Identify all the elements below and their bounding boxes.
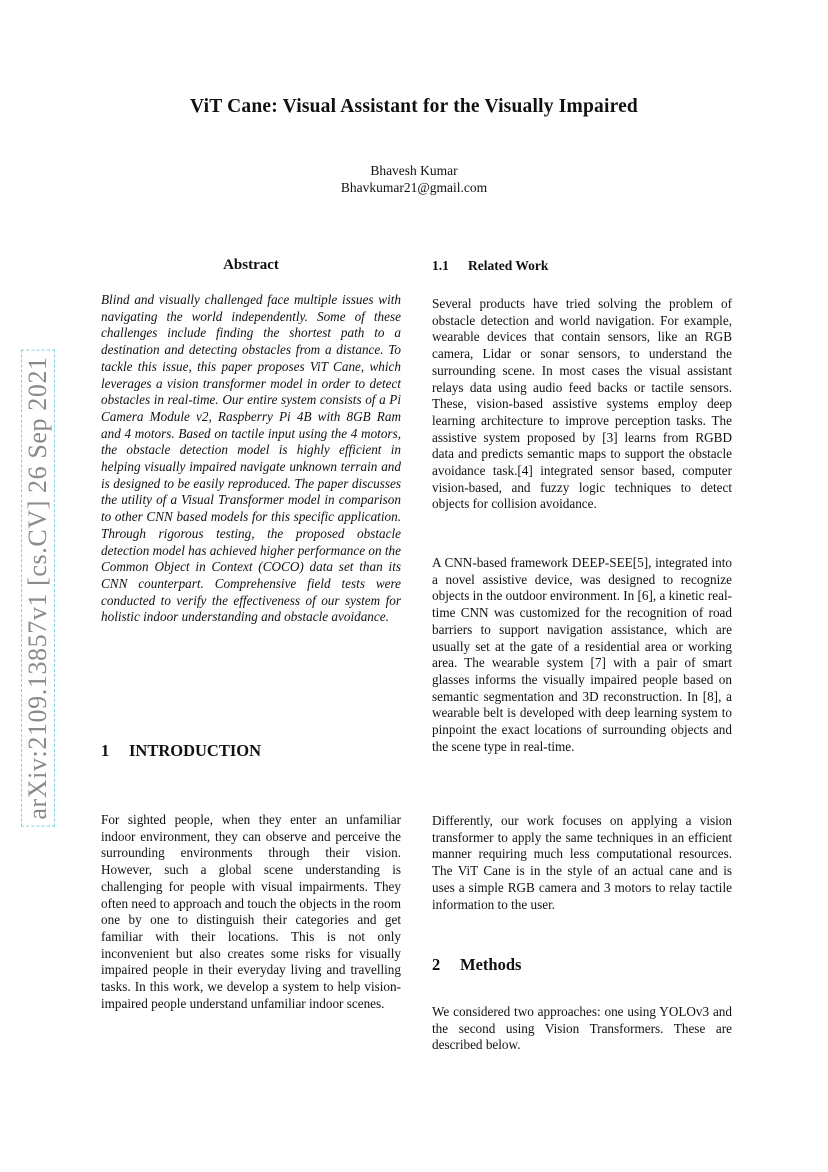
section-number: 2 [432,955,441,974]
author-email: Bhavkumar21@gmail.com [340,180,488,195]
related-work-paragraph-2: A CNN-based framework DEEP-SEE[5], integrated into a novel assistive device, was designed to recognize objects in the outdoor environment. In [6], a kinetic real-time CNN was customized for the recognition of road barriers to support navigation assistance, which are usually set at the gate of a residential area or working area. The wearable system [7] with a pair of smart glasses informs the visually impaired people based on semantic segmentation and 3D reconstruction. In [8], a wearable belt is developed with deep learning system to pinpoint the exact locations of surrounding objects and the scene type in real-time. [432,555,732,754]
paper-title: ViT Cane: Visual Assistant for the Visually Impaired [190,96,638,117]
section-title: Methods [460,955,522,974]
subsection-heading-related-work [432,258,548,274]
subsection-title: Related Work [468,258,549,273]
related-work-paragraph-1: Several products have tried solving the problem of obstacle detection and world navigation. For example, wearable devices that contain sensors, like an RGB camera, Lidar or sonar sensors, to understand the surrounding scene. In most cases the visual assistant relays data using audio feed backs or tactile sensors. These, vision-based assistive systems employ deep learning architecture to improve perception tasks. The assistive system proposed by [3] learns from RGBD data and predicts semantic maps to support the obstacle avoidance task.[4] integrated sensor based, computer vision-based, and fuzzy logic techniques to detect objects for collision avoidance. [432,296,732,512]
methods-paragraph: We considered two approaches: one using YOLOv3 and the second using Vision Transformers. These are described below. [432,1004,732,1053]
introduction-paragraph: For sighted people, when they enter an unfamiliar indoor environment, they can observe and perceive the surrounding environments through their vision. However, such a global scene understanding is challenging for people with visual impairments. They often need to approach and touch the objects in the room one by one to distinguish their categories and get familiar with their locations. This is not only inconvenient but also creates some risks for visually impaired people in their everyday living and travelling tasks. In this work, we develop a system to help vision-impaired people understand unfamiliar indoor scenes. [101,812,401,1011]
author-name: Bhavesh Kumar [370,163,458,178]
subsection-number: 1.1 [432,258,449,273]
section-title: INTRODUCTION [129,741,262,760]
related-work-paragraph-3: Differently, our work focuses on applying a vision transformer to apply the same techniques in an efficient manner requiring much less computational resources. The ViT Cane is in the style of an actual cane and is uses a simple RGB camera and 3 motors to relay tactile information to the user. [432,813,732,912]
abstract-text: Blind and visually challenged face multiple issues with navigating the world independently. Some of these challenges include finding the shortest path to a destination and detecting obstacles from a distance. To tackle this issue, this paper proposes ViT Cane, which leverages a vision transformer model in order to detect obstacles in real-time. Our entire system consists of a Pi Camera Module v2, Raspberry Pi 4B with 8GB Ram and 4 motors. Based on tactile input using the 4 motors, the obstacle detection model is highly efficient in helping visually impaired navigate unknown terrain and is designed to be easily reproduced. The paper discusses the utility of a Visual Transformer model in comparison to other CNN based models for this specific application. Through rigorous testing, the proposed obstacle detection model has achieved higher performance on the Common Object in Context (COCO) data set than its CNN counterpart. Comprehensive field tests were conducted to verify the effectiveness of our system for holistic indoor understanding and obstacle avoidance. [101,292,401,625]
section-heading-methods [432,955,521,975]
section-number: 1 [101,741,110,760]
abstract-heading: Abstract [223,257,279,273]
author-block [0,162,828,196]
section-heading-introduction [101,741,261,761]
arxiv-identifier: arXiv:2109.13857v1 [cs.CV] 26 Sep 2021 [21,349,55,826]
